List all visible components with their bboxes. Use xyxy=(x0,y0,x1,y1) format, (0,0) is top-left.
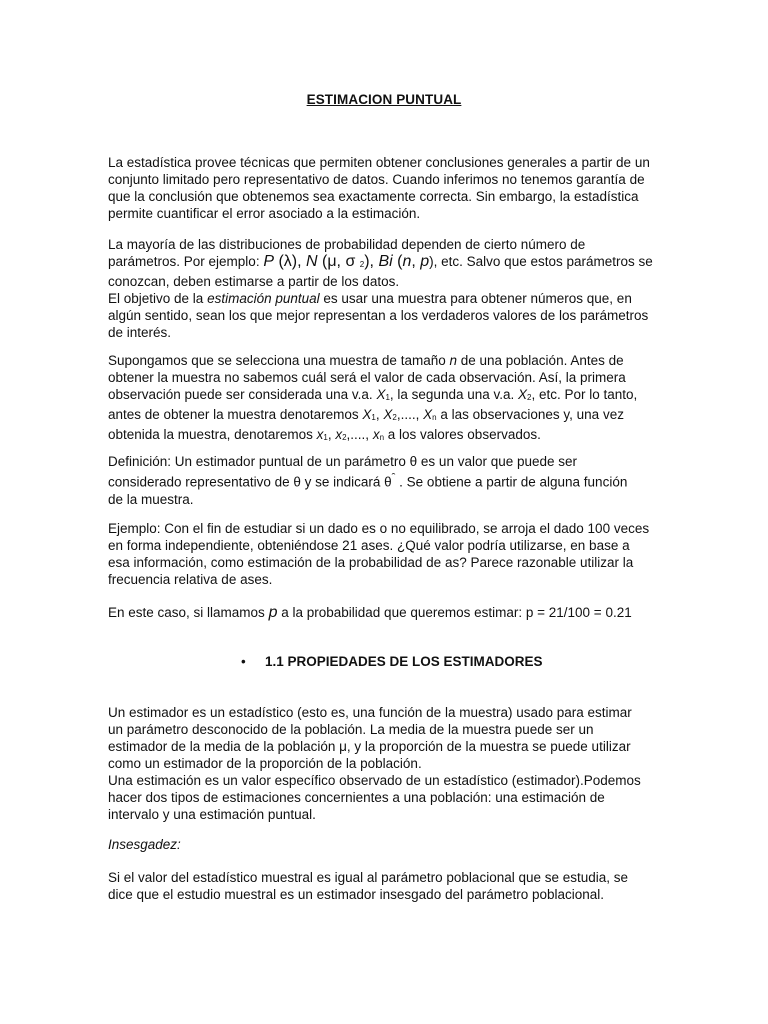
math-symbol: p xyxy=(268,604,278,621)
text-run: ), etc. Salvo que estos parámetros se xyxy=(429,254,653,269)
text-run: En este caso, si llamamos xyxy=(108,605,269,620)
text-line: hacer dos tipos de estimaciones concernientes a una población: una estimación de xyxy=(108,790,605,805)
text-run: , la segunda una v.a. xyxy=(389,387,518,402)
paragraph-estimate xyxy=(108,604,668,621)
emphasis: estimación puntual xyxy=(207,291,320,306)
text-run: , xyxy=(375,407,384,422)
text-line: dice que el estudio muestral es un estimador insesgado del parámetro poblacional. xyxy=(108,887,605,902)
page-title: ESTIMACION PUNTUAL xyxy=(306,92,462,107)
math-symbol: Bi xyxy=(378,253,393,270)
subscript: 2 xyxy=(527,393,532,402)
math-symbol: n xyxy=(402,253,412,270)
text-line xyxy=(108,406,668,426)
paragraph-estimator xyxy=(108,704,668,823)
math-symbol: P xyxy=(263,253,274,270)
text-line: Ejemplo: Con el fin de estudiar si un dado es o no equilibrado, se arroja el dado 100 veces xyxy=(108,521,650,536)
subscript: n xyxy=(379,433,385,442)
subheading-insesgadez xyxy=(108,836,668,853)
subscript: 1 xyxy=(371,413,376,422)
text-run: obtenida la muestra, denotaremos xyxy=(108,427,317,442)
text-line: Un estimador es un estadístico (esto es, una función de la muestra) usado para estimar xyxy=(108,705,632,720)
section-heading-text: 1.1 PROPIEDADES DE LOS ESTIMADORES xyxy=(265,654,543,669)
text-run: observación puede ser considerada una v.a. xyxy=(108,387,377,402)
subscript: 2 xyxy=(392,413,397,422)
paragraph-intro xyxy=(108,154,668,222)
math-symbol: X xyxy=(518,387,528,402)
math-symbol: X xyxy=(383,407,393,422)
text-line: un parámetro desconocido de la población. La media de la muestra puede ser un xyxy=(108,722,594,737)
text-run: considerado representativo de θ y se indicará θ xyxy=(108,474,392,490)
text-line xyxy=(108,253,668,273)
paragraph-parameters xyxy=(108,236,668,341)
text-run: (μ, σ xyxy=(317,253,360,270)
text-line: estimador de la media de la población μ, y la proporción de la muestra se puede utilizar xyxy=(108,739,631,754)
text-line: intervalo y una estimación puntual. xyxy=(108,807,316,822)
text-line: Una estimación es un valor específico observado de un estadístico (estimador).Podemos xyxy=(108,773,641,788)
text-line: como un estimador de la proporción de la población. xyxy=(108,756,422,771)
hat-symbol: ˆ xyxy=(391,472,396,484)
subscript: n xyxy=(432,413,437,422)
text-line xyxy=(108,426,668,446)
text-line: de interés. xyxy=(108,325,172,340)
text-line xyxy=(108,386,668,406)
text-line: Insesgadez: xyxy=(108,837,181,852)
text-line: que la conclusión que obtenemos sea exactamente correcta. Sin embargo, la estadística xyxy=(108,189,639,204)
paragraph-sample xyxy=(108,352,668,446)
math-symbol: X xyxy=(423,407,433,422)
math-symbol: X xyxy=(376,387,386,402)
text-run: , etc. Por lo tanto, xyxy=(531,387,638,402)
text-run: es usar una muestra para obtener números que, en xyxy=(319,291,632,306)
text-run: . Se obtiene a partir de alguna función xyxy=(395,474,628,490)
text-run: ( xyxy=(392,253,403,270)
text-line xyxy=(108,352,668,369)
text-line: frecuencia relativa de ases. xyxy=(108,572,273,587)
text-run: (λ), xyxy=(274,253,306,270)
text-run: de una población. Antes de xyxy=(456,353,624,368)
subscript: 1 xyxy=(385,393,390,402)
text-run: El objetivo de la xyxy=(108,291,208,306)
paragraph-example xyxy=(108,520,668,588)
math-symbol: p xyxy=(420,253,430,270)
text-run: a la probabilidad que queremos estimar: p = 21/100 = 0.21 xyxy=(277,605,632,620)
math-symbol: n xyxy=(449,353,457,368)
text-run: , xyxy=(411,253,421,270)
text-line: permite cuantificar el error asociado a la estimación. xyxy=(108,206,421,221)
text-run: , xyxy=(327,427,336,442)
text-line: de la muestra. xyxy=(108,491,194,507)
math-symbol: x xyxy=(335,427,343,442)
math-symbol: N xyxy=(306,253,318,270)
text-line xyxy=(108,604,668,621)
subscript: 2 xyxy=(342,433,347,442)
text-line: La mayoría de las distribuciones de probabilidad dependen de cierto número de xyxy=(108,237,586,252)
math-symbol: x xyxy=(316,427,324,442)
text-line: en forma independiente, obteniéndose 21 ases. ¿Qué valor podría utilizarse, en base a xyxy=(108,538,630,553)
subscript: 1 xyxy=(323,433,328,442)
text-line xyxy=(108,290,668,307)
text-run: ), xyxy=(364,253,379,270)
math-symbol: x xyxy=(372,427,380,442)
paragraph-unbiased xyxy=(108,869,668,903)
text-run: a los valores observados. xyxy=(384,427,541,442)
text-line: Definición: Un estimador puntual de un parámetro θ es un valor que puede ser xyxy=(108,454,578,469)
text-line: La estadística provee técnicas que permiten obtener conclusiones generales a partir de un xyxy=(108,155,650,170)
text-run: parámetros. Por ejemplo: xyxy=(108,254,264,269)
text-line: conjunto limitado pero representativo de datos. Cuando inferimos no tenemos garantía de xyxy=(108,172,645,187)
text-run: Supongamos que se selecciona una muestra de tamaño xyxy=(108,353,450,368)
section-heading xyxy=(241,654,543,669)
text-line: conozcan, deben estimarse a partir de los datos. xyxy=(108,274,400,289)
text-line: esa información, como estimación de la probabilidad de as? Parece razonable utilizar la xyxy=(108,555,634,570)
text-line: obtener la muestra no sabemos cuál será el valor de cada observación. Así, la primera xyxy=(108,370,626,385)
math-symbol: X xyxy=(362,407,372,422)
text-run: antes de obtener la muestra denotaremos xyxy=(108,407,363,422)
text-run: a las observaciones y, una vez xyxy=(436,407,624,422)
subscript: 2 xyxy=(359,260,365,269)
text-line: algún sentido, sean los que mejor representan a los verdaderos valores de los parámetros xyxy=(108,308,649,323)
bullet-icon: • xyxy=(241,654,246,669)
text-run: ,...., xyxy=(346,427,373,442)
text-run: ,...., xyxy=(396,407,424,422)
text-line xyxy=(108,470,668,491)
text-line: Si el valor del estadístico muestral es igual al parámetro poblacional que se estudia, se xyxy=(108,870,629,885)
paragraph-definition xyxy=(108,453,668,508)
